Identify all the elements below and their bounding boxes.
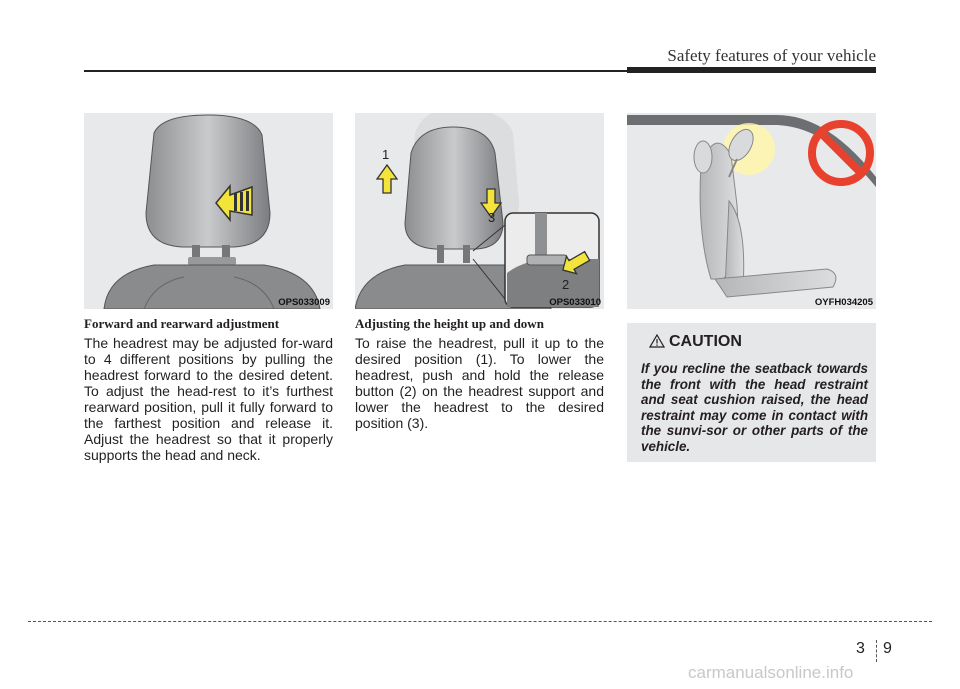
label-lower: 3 (488, 210, 496, 225)
section-heading-height: Adjusting the height up and down (355, 316, 544, 331)
page-number: 9 (883, 640, 892, 657)
warning-triangle-icon (649, 334, 665, 348)
header-rule-accent (627, 67, 876, 73)
figure-code: OPS033010 (549, 297, 601, 308)
section-heading-forward-rearward: Forward and rearward adjustment (84, 316, 280, 331)
recline-warning-illustration (627, 113, 876, 309)
headrest-height-illustration (355, 113, 604, 309)
caution-text: If you recline the seatback towards the front with the head restraint and seat cushion raised, the head restraint may come in contact with the sunvi-sor or other parts of the vehicle. (641, 361, 868, 454)
caution-header (649, 333, 742, 351)
page-number-divider (876, 640, 877, 662)
figure-height-adjust (355, 113, 604, 309)
footer-rule (28, 621, 932, 622)
caution-title: CAUTION (669, 333, 742, 350)
caution-box (627, 323, 876, 462)
label-release-button: 2 (562, 277, 570, 292)
figure-forward-rearward (84, 113, 333, 309)
figure-caution-recline (627, 113, 876, 309)
section-body-forward-rearward: The headrest may be adjusted for-ward to 4 different positions by pulling the headrest forward to the desired detent. To adjust the head-rest to it’s furthest rearward position, pull it fully forward to the farthest position and release it. Adjust the headrest so that it properly supports the head and neck. (84, 335, 333, 463)
label-raise: 1 (382, 147, 390, 162)
figure-code: OYFH034205 (814, 297, 873, 308)
watermark: carmanualsonline.info (688, 663, 854, 682)
figure-code: OPS033009 (278, 297, 330, 308)
header-title: Safety features of your vehicle (667, 46, 876, 65)
headrest-forward-illustration (84, 113, 333, 309)
page-section-number: 3 (856, 640, 865, 657)
section-body-height: To raise the headrest, pull it up to the desired position (1). To lower the headrest, push and hold the release button (2) on the headrest support and lower the headrest to the desired position (3). (355, 335, 604, 431)
